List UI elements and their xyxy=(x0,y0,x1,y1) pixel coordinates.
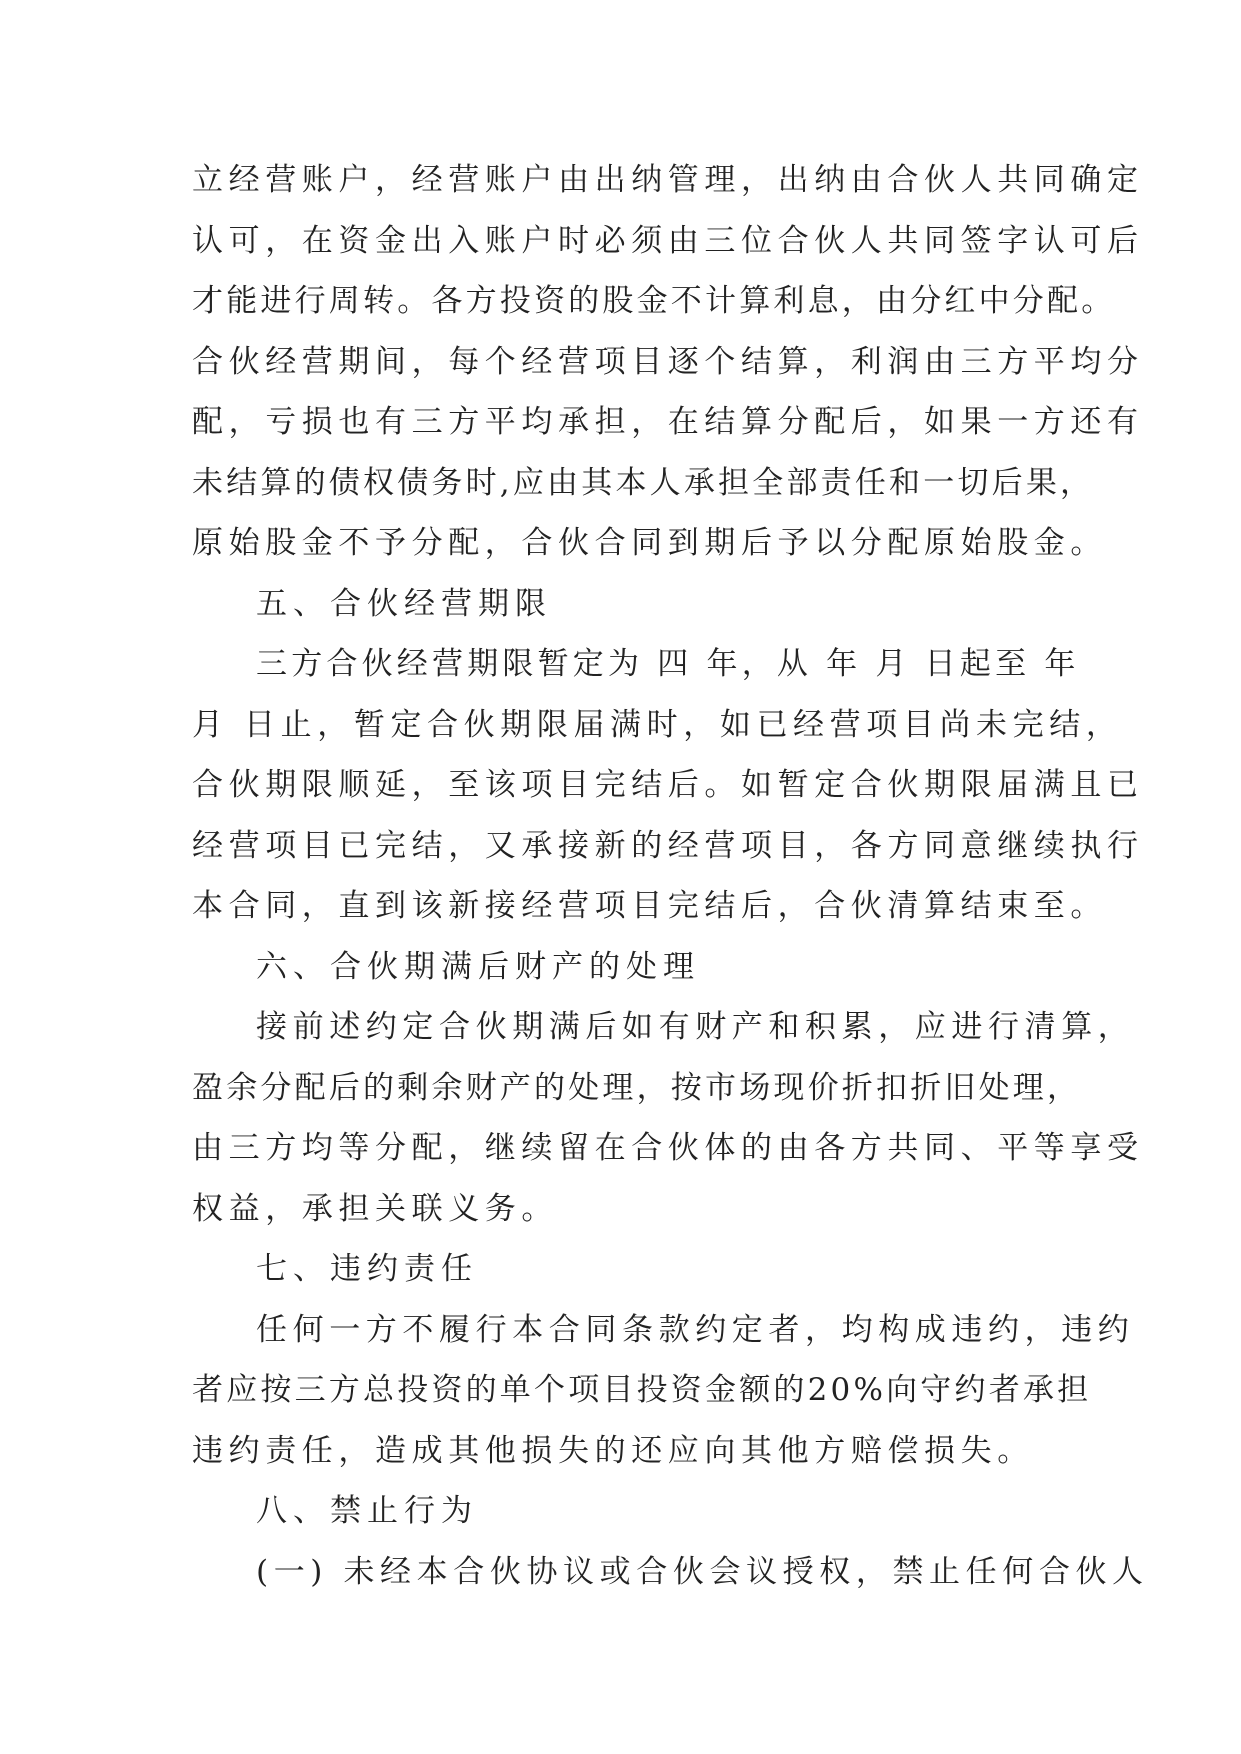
paragraph-line: 接前述约定合伙期满后如有财产和积累，应进行清算， xyxy=(256,1009,1135,1045)
paragraph-line: 月 日止，暂定合伙期限届满时，如已经营项目尚未完结， xyxy=(192,706,1123,743)
paragraph-line: 经营项目已完结，又承接新的经营项目，各方同意继续执行 xyxy=(192,827,1144,864)
document-body xyxy=(192,160,1149,1612)
paragraph-line: (一) 未经本合伙协议或合伙会议授权，禁止任何合伙人 xyxy=(256,1553,1149,1590)
paragraph-line: 未结算的债权债务时,应由其本人承担全部责任和一切后果， xyxy=(192,464,1095,501)
paragraph-line: 原始股金不予分配，合伙合同到期后予以分配原始股金。 xyxy=(192,525,1107,561)
paragraph-line: 违约责任，造成其他损失的还应向其他方赔偿损失。 xyxy=(192,1432,1034,1469)
paragraph-line: 任何一方不履行本合同条款约定者，均构成违约，违约 xyxy=(256,1311,1135,1348)
section-heading: 六、合伙期满后财产的处理 xyxy=(256,948,700,985)
section-heading: 七、违约责任 xyxy=(256,1251,478,1287)
paragraph-line: 本合同，直到该新接经营项目完结后，合伙清算结束至。 xyxy=(192,888,1107,924)
paragraph-line: 权益，承担关联义务。 xyxy=(192,1190,558,1227)
paragraph-line: 者应按三方总投资的单个项目投资金额的20%向守约者承担 xyxy=(192,1372,1092,1408)
paragraph-line: 才能进行周转。各方投资的股金不计算利息，由分红中分配。 xyxy=(192,283,1116,319)
paragraph-line: 立经营账户，经营账户由出纳管理，出纳由合伙人共同确定 xyxy=(192,162,1144,198)
section-heading: 五、合伙经营期限 xyxy=(256,585,552,622)
paragraph-line: 认可，在资金出入账户时必须由三位合伙人共同签字认可后 xyxy=(192,222,1144,259)
paragraph-line: 配，亏损也有三方平均承担，在结算分配后，如果一方还有 xyxy=(192,404,1144,440)
paragraph-line: 由三方均等分配，继续留在合伙体的由各方共同、平等享受 xyxy=(192,1130,1144,1166)
paragraph-line: 合伙经营期间，每个经营项目逐个结算，利润由三方平均分 xyxy=(192,343,1144,380)
paragraph-line: 盈余分配后的剩余财产的处理，按市场现价折扣折旧处理， xyxy=(192,1069,1082,1106)
paragraph-line: 合伙期限顺延，至该项目完结后。如暂定合伙期限届满且已 xyxy=(192,767,1144,803)
paragraph-line: 三方合伙经营期限暂定为 四 年，从 年 月 日起至 年 xyxy=(256,646,1080,682)
section-heading: 八、禁止行为 xyxy=(256,1493,478,1529)
